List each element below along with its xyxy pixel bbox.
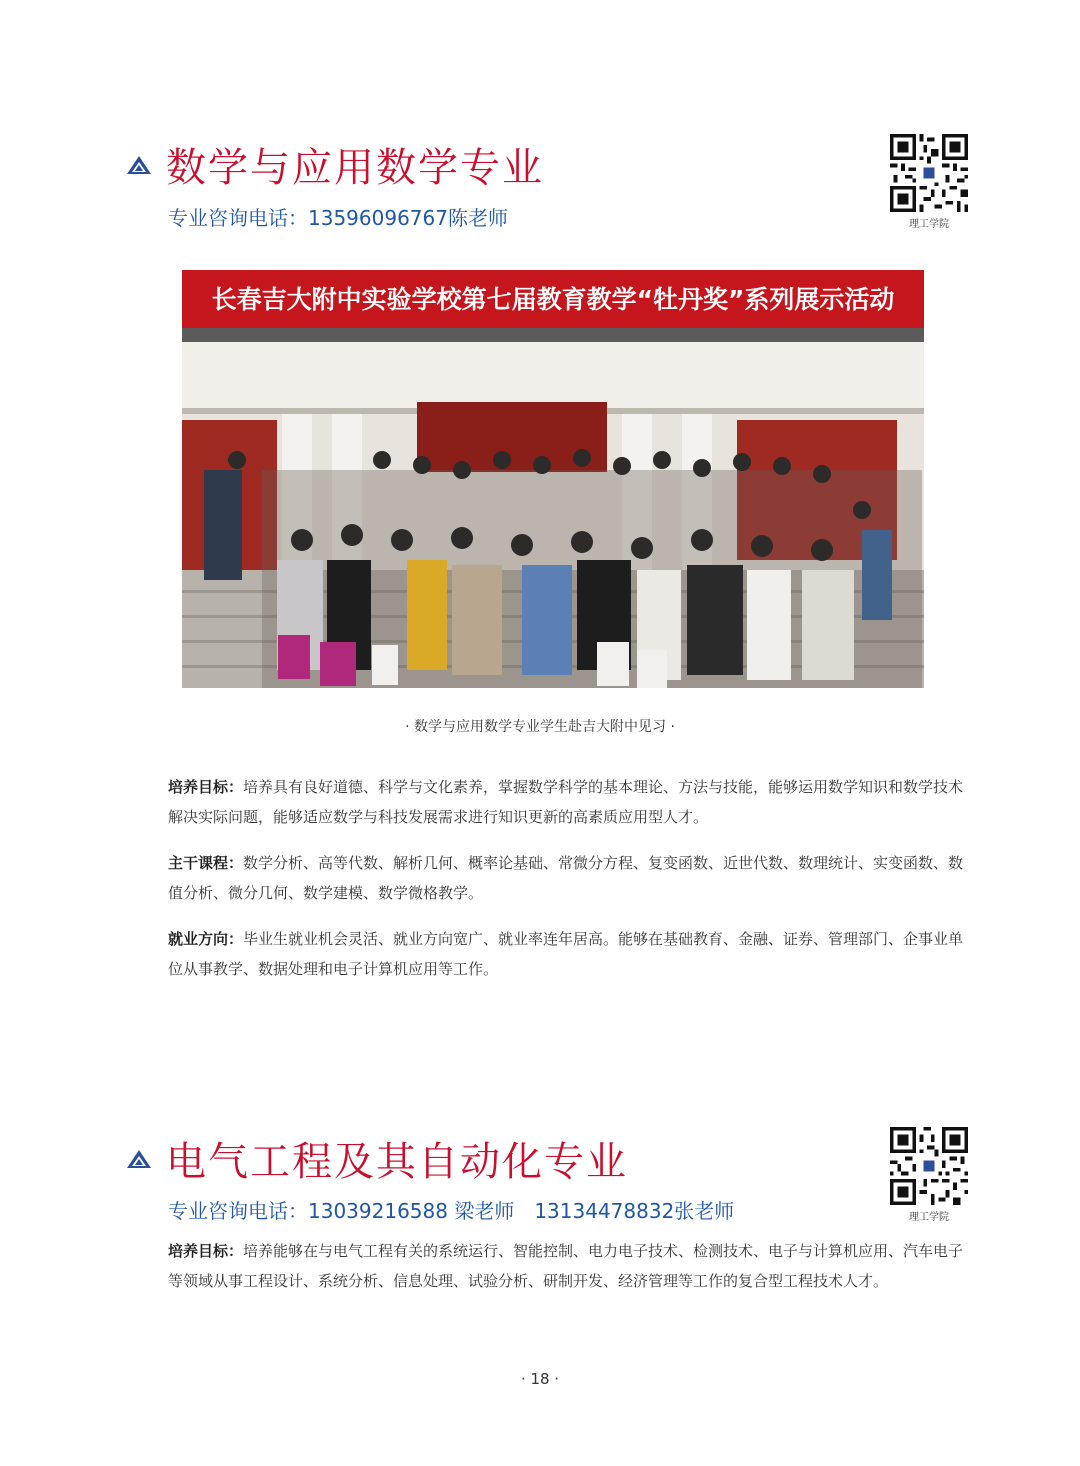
- section1-career: [168, 924, 978, 984]
- section1-qr[interactable]: [890, 134, 968, 230]
- section2-heading: [126, 1130, 628, 1187]
- section1-title: 数学与应用数学专业: [166, 145, 544, 191]
- qr-code-icon: [890, 134, 968, 212]
- photo-caption: · 数学与应用数学专业学生赴吉大附中见习 ·: [405, 719, 675, 735]
- courses-text: 数学分析、高等代数、解析几何、概率论基础、常微分方程、复变函数、近世代数、数理统计、实变函数、数值分析、微分几何、数学建模、数学微格教学。: [168, 854, 964, 902]
- section1-heading: [126, 136, 544, 193]
- triangle-mark-icon: [126, 155, 152, 175]
- qr-caption: 理工学院: [909, 219, 949, 230]
- goal-label: 培养目标：: [168, 778, 244, 796]
- section2-goal: [168, 1236, 978, 1296]
- group-photo: [182, 270, 924, 688]
- section1-courses: [168, 848, 978, 908]
- section1-goal: [168, 772, 978, 832]
- section2-qr[interactable]: [890, 1127, 968, 1223]
- courses-label: 主干课程：: [168, 854, 244, 872]
- section2-consult-phone: [168, 1195, 754, 1224]
- goal-text: 培养能够在与电气工程有关的系统运行、智能控制、电力电子技术、检测技术、电子与计算机应用、汽车电子等领域从事工程设计、系统分析、信息处理、试验分析、研制开发、经济管理等工作的复合型工程技术人才。: [168, 1242, 964, 1290]
- consult-label: 专业咨询电话：: [168, 1199, 308, 1223]
- career-text: 毕业生就业机会灵活、就业方向宽广、就业率连年居高。能够在基础教育、金融、证券、管理部门、企事业单位从事教学、数据处理和电子计算机应用等工作。: [168, 930, 964, 978]
- consult-phone-2: 13134478832张老师: [534, 1199, 735, 1223]
- photo-banner-text: 长春吉大附中实验学校第七届教育教学“牡丹奖”系列展示活动: [211, 285, 895, 314]
- section1-consult-phone: 专业咨询电话：13596096767陈老师: [168, 206, 508, 230]
- qr-caption: 理工学院: [909, 1212, 949, 1223]
- qr-code-icon: [890, 1127, 968, 1205]
- triangle-mark-icon: [126, 1149, 152, 1169]
- goal-text: 培养具有良好道德、科学与文化素养，掌握数学科学的基本理论、方法与技能，能够运用数学知识和数学技术解决实际问题，能够适应数学与科技发展需求进行知识更新的高素质应用型人才。: [168, 778, 964, 826]
- page-number: · 18 ·: [520, 1370, 560, 1388]
- career-label: 就业方向：: [168, 930, 244, 948]
- consult-phone-1: 13039216588 梁老师: [308, 1199, 515, 1223]
- goal-label: 培养目标：: [168, 1242, 244, 1260]
- section2-title: 电气工程及其自动化专业: [166, 1139, 628, 1185]
